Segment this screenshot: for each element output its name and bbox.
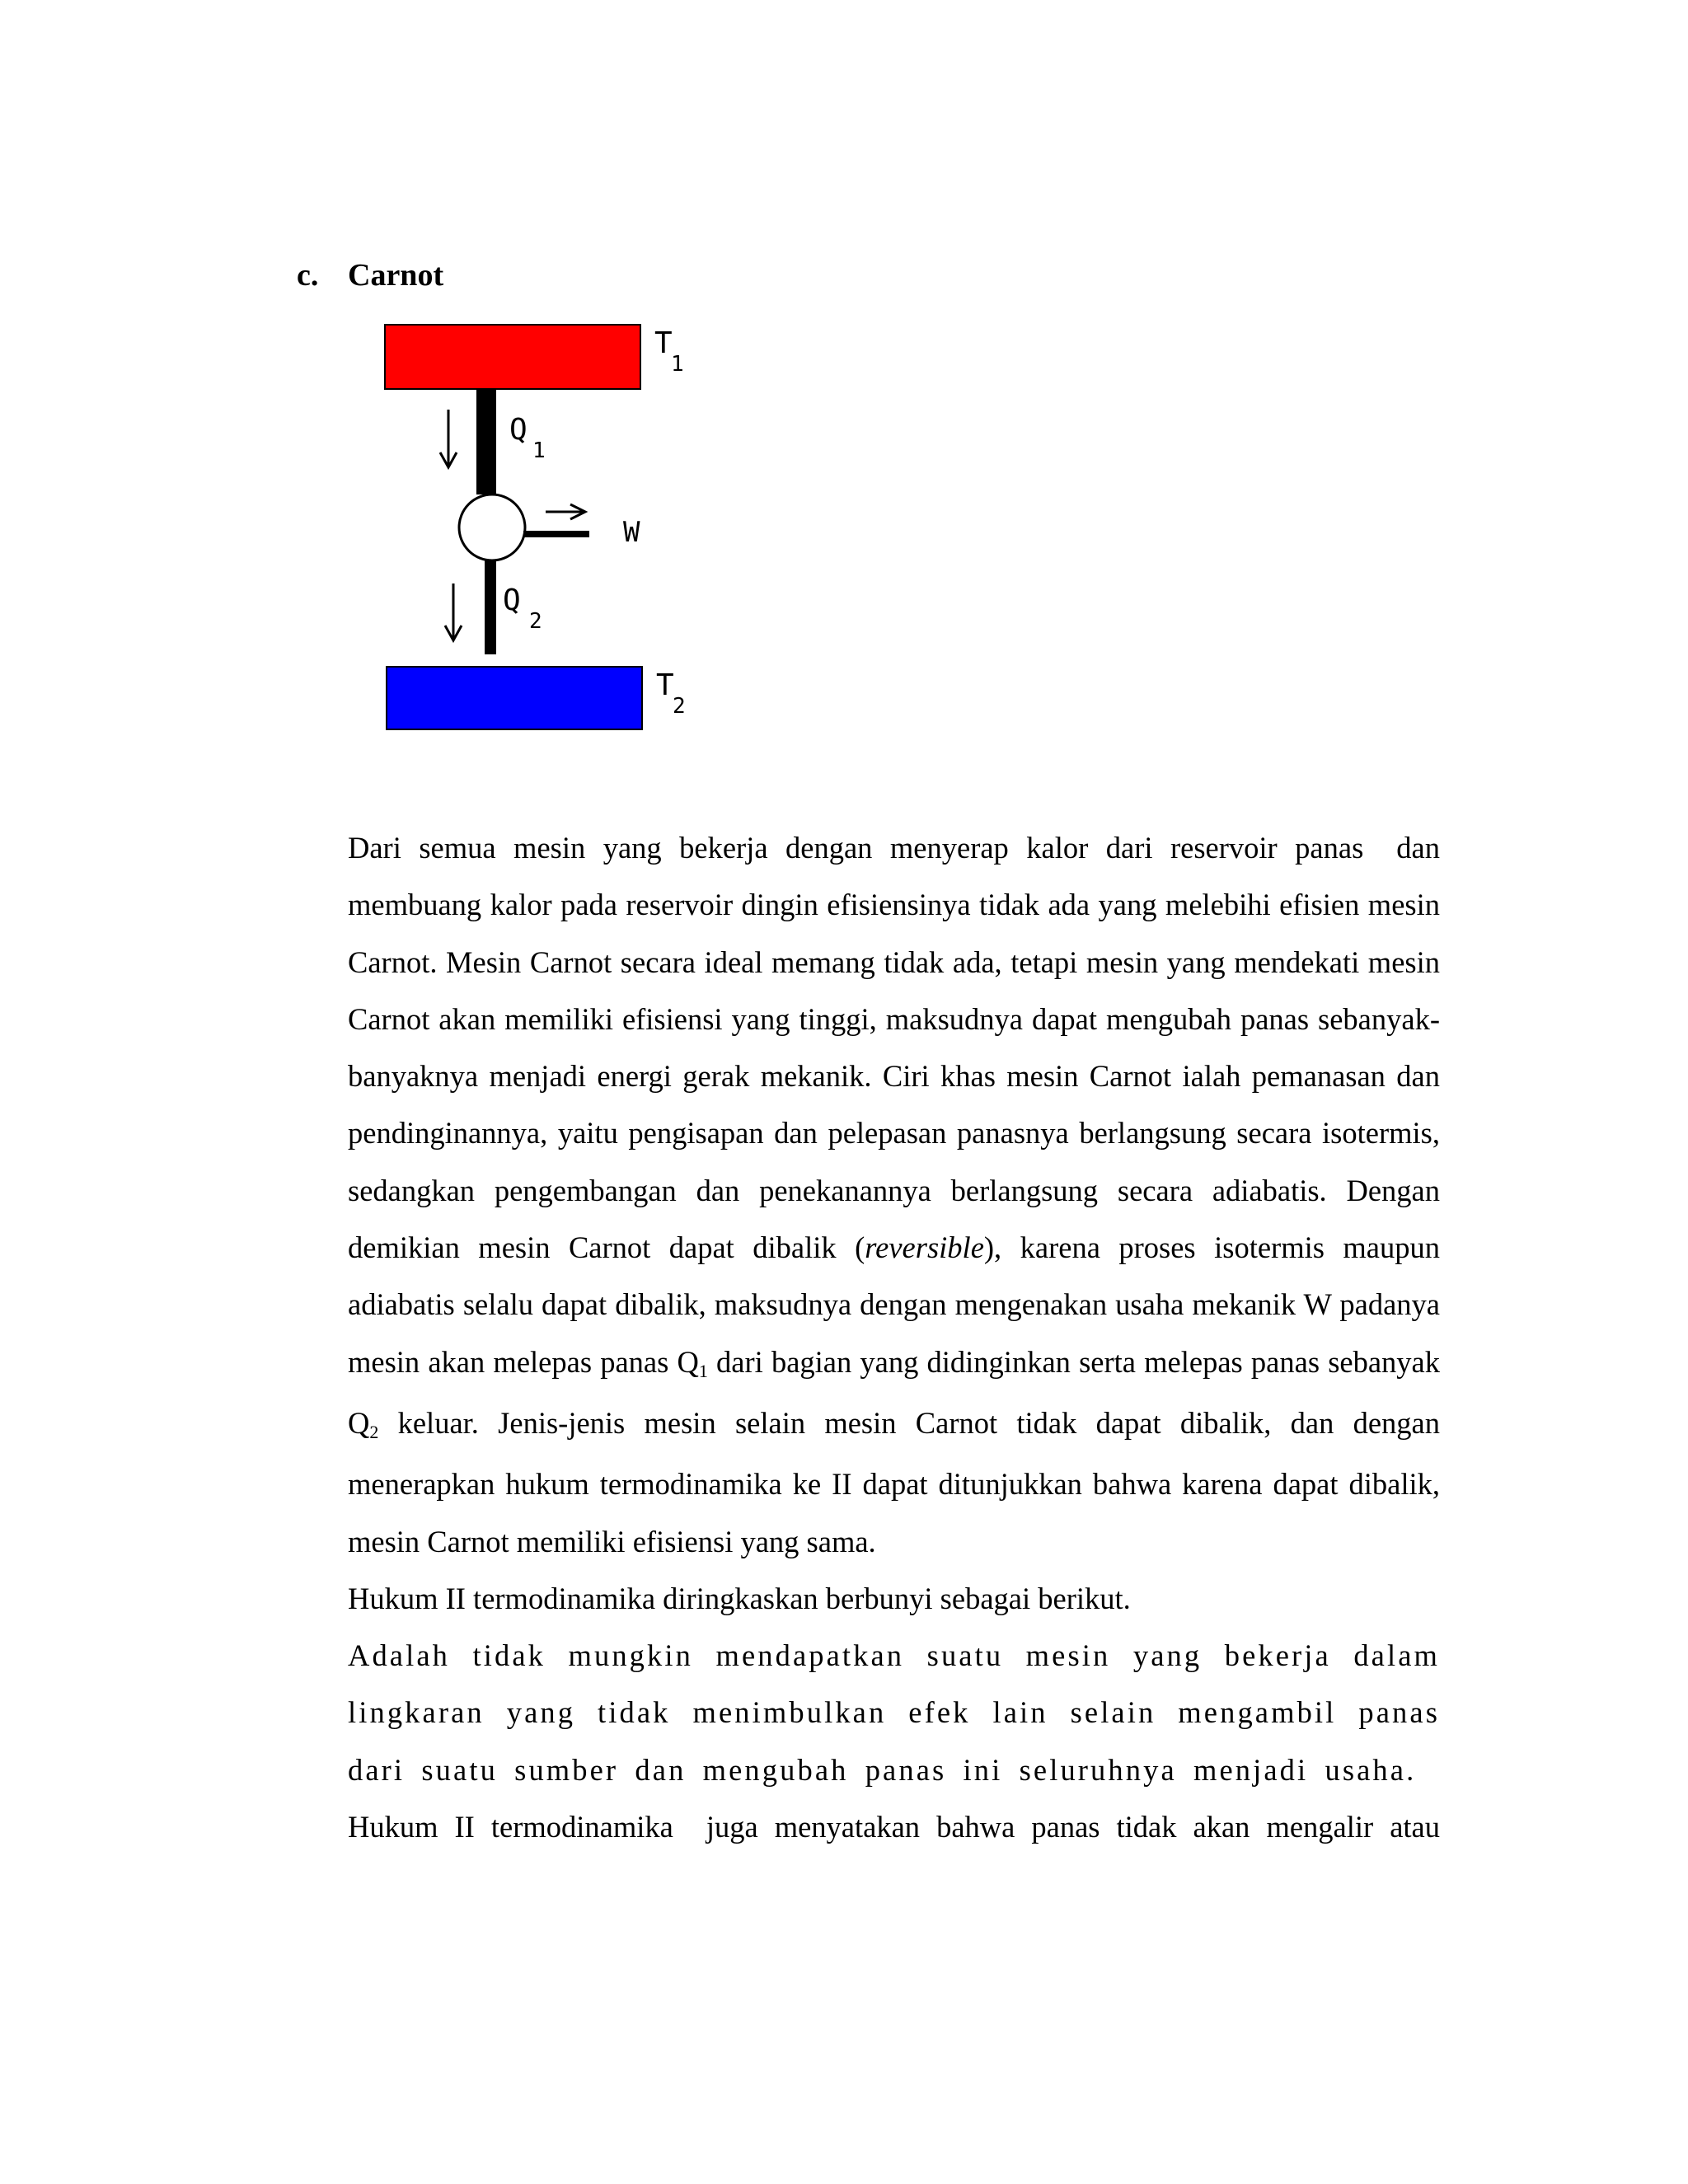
work-label: W [623, 516, 640, 549]
paragraph-line-1b: dan [1396, 831, 1440, 865]
q1-subscript: 1 [698, 1360, 708, 1381]
work-arrow [546, 504, 585, 519]
cold-reservoir [387, 667, 642, 729]
heat-in-label: Q [509, 413, 528, 447]
heat-out-subscript: 2 [529, 609, 542, 634]
hot-reservoir [385, 325, 640, 389]
hot-reservoir-label: T [654, 326, 673, 360]
section-marker: c. [297, 258, 319, 293]
paragraph-line-1a: Dari semua mesin yang bekerja dengan menyerap kalor dari reservoir panas [348, 831, 1364, 865]
carnot-engine-diagram [379, 317, 725, 746]
tail-part-1: Hukum II termodinamika [348, 1810, 673, 1844]
q2-subscript: 2 [369, 1421, 379, 1442]
paragraph-rest: membuang kalor pada reservoir dingin efisiensinya tidak ada yang melebihi efisien mesin Carnot. Mesin Carnot secara ideal memang tidak ada, tetapi mesin yang mendekati mesin Carnot akan memiliki efisiensi yang tinggi, maksudnya dapat mengubah panas sebanyak- banyaknya menjadi energi gerak mekanik. Ciri khas mesin Carnot ialah pemanasan dan pendinginannya, yaitu pengisapan dan pelepasan panasnya berlangsung secara isotermis, sedangkan pengembangan dan penekanannya berlangsung secara adiabatis. Dengan demikian mesin Carnot dapat dibalik ( [348, 888, 1440, 1265]
body-text [348, 819, 1440, 1855]
paragraph-mid: dari bagian yang didinginkan serta melepas panas sebanyak Q [348, 1344, 1441, 1440]
heat-out-label: Q [503, 583, 521, 617]
paragraph-carnot-body [348, 876, 1440, 1570]
paragraph-after-italic: ), karena proses isotermis maupun adiabatis selalu dapat dibalik, maksudnya dengan mengenakan usaha mekanik W padanya mesin akan melepas panas Q [348, 1230, 1441, 1379]
paragraph-statement-text: Adalah tidak mungkin mendapatkan suatu mesin yang bekerja dalam lingkaran yang tidak menimbulkan efek lain selain mengambil panas dari suatu sumber dan mengubah panas ini seluruhnya menjadi usaha. [348, 1638, 1440, 1787]
paragraph-second-law-intro: Hukum II termodinamika diringkaskan berbunyi sebagai berikut. [348, 1581, 1131, 1615]
cold-reservoir-subscript: 2 [673, 694, 686, 719]
heat-in-path [476, 389, 496, 494]
heat-out-path [485, 560, 496, 654]
hot-reservoir-subscript: 1 [671, 352, 684, 377]
paragraph-second-law-tail [348, 1798, 1440, 1855]
heat-out-arrow [445, 583, 462, 640]
cold-reservoir-label: T [656, 668, 674, 702]
heat-in-subscript: 1 [532, 438, 546, 463]
heat-in-arrow [440, 410, 457, 467]
work-output-path [523, 531, 589, 537]
section-title: Carnot [348, 258, 444, 293]
section-heading [297, 254, 443, 297]
paragraph-carnot-efficiency [348, 819, 1440, 876]
paragraph-second-law-statement [348, 1627, 1440, 1798]
engine-circle [459, 494, 525, 560]
reversible-term: reversible [865, 1230, 984, 1265]
paragraph-end: keluar. Jenis-jenis mesin selain mesin Carnot tidak dapat dibalik, dan dengan menerapkan hukum termodinamika ke II dapat ditunjukkan bahwa karena dapat dibalik, mesin Carnot memiliki efisiensi yang sama. [348, 1405, 1440, 1558]
tail-part-2: juga menyatakan bahwa panas tidak akan mengalir atau [706, 1810, 1440, 1844]
